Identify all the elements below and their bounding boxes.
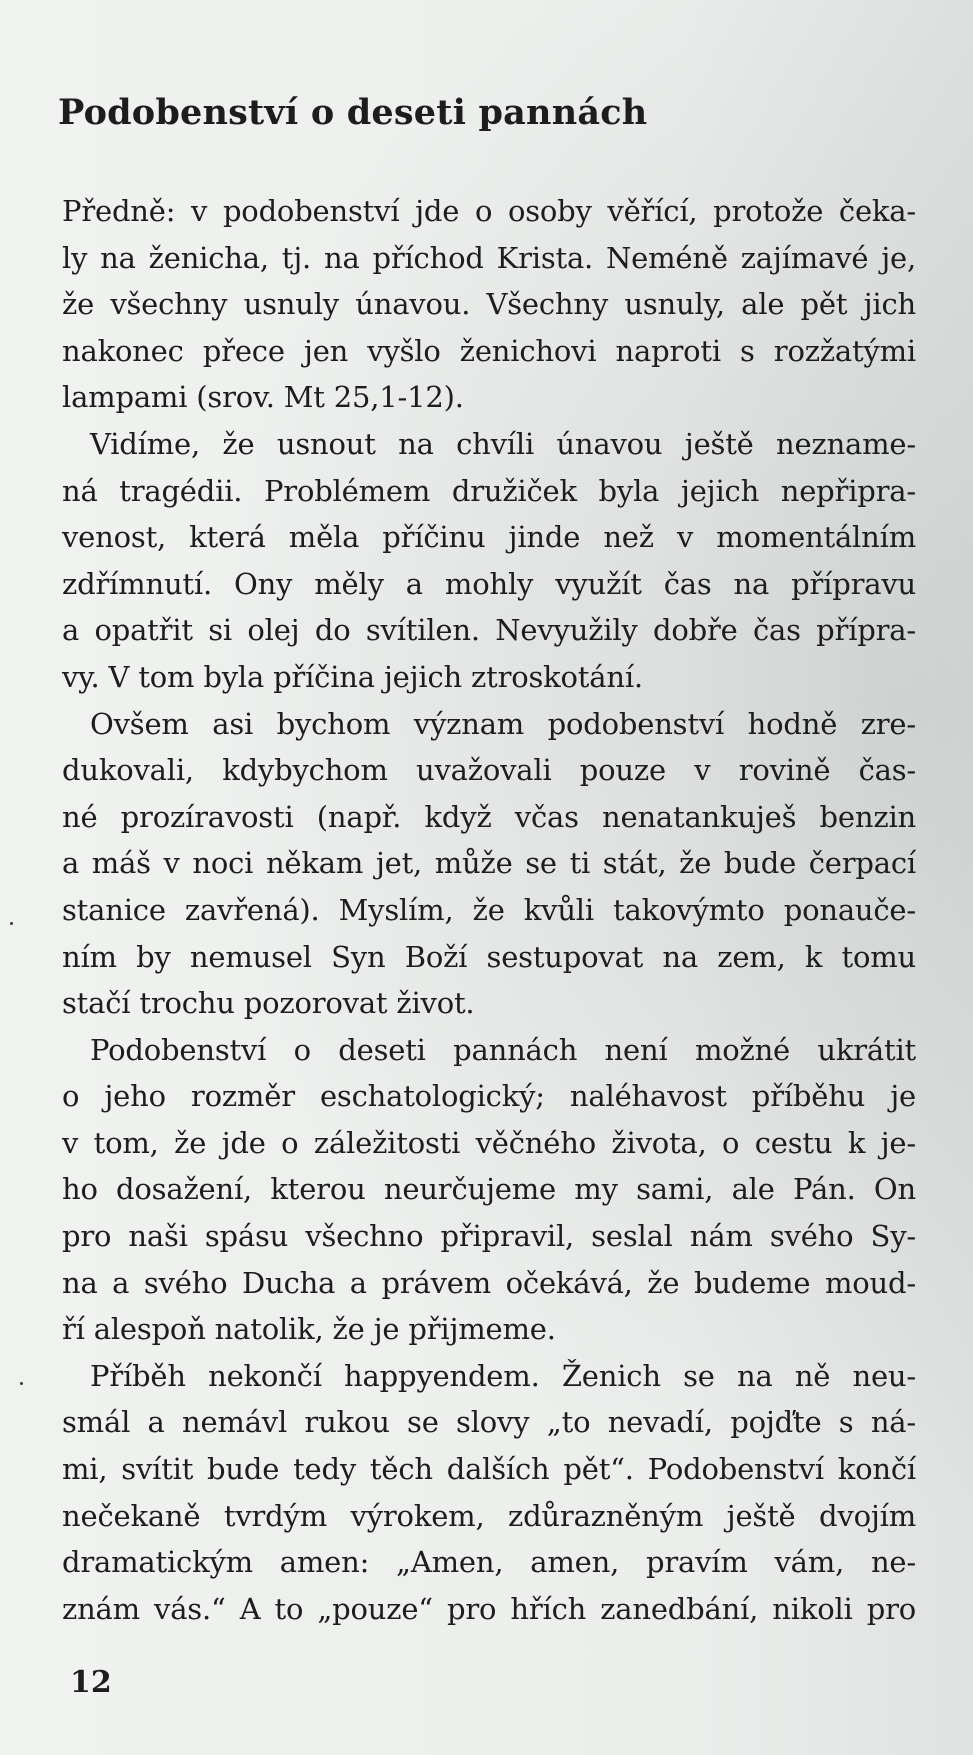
- text-line: vy. V tom byla příčina jejich ztroskotání.: [62, 659, 643, 694]
- text-line: a máš v noci někam jet, může se ti stát, že bude čerpací: [62, 846, 916, 881]
- text-line: nakonec přece jen vyšlo ženichovi naproti s rozžatými: [62, 333, 916, 368]
- text-line: o jeho rozměr eschatologický; naléhavost příběhu je: [62, 1079, 916, 1114]
- text-line: ná tragédii. Problémem družiček byla jejich nepřipra-: [62, 473, 916, 508]
- text-line: né prozíravosti (např. když včas nenatankuješ benzin: [62, 799, 916, 834]
- text-line: mi, svítit bude tedy těch dalších pět“. Podobenství končí: [62, 1452, 916, 1487]
- text-line: smál a nemávl rukou se slovy „to nevadí, pojďte s ná-: [62, 1405, 916, 1440]
- text-line: stačí trochu pozorovat život.: [62, 986, 475, 1021]
- paragraph-first-line: Vidíme, že usnout na chvíli únavou ještě neznamе-: [90, 426, 916, 461]
- text-line: na a svého Ducha a právem očekává, že budeme moud-: [62, 1265, 916, 1300]
- margin-dot: [20, 1382, 23, 1385]
- text-line: nečekaně tvrdým výrokem, zdůrazněným ještě dvojím: [62, 1498, 916, 1533]
- text-line: dukovali, kdybychom uvažovali pouze v rovině čas-: [62, 753, 916, 788]
- chapter-title: Podobenství o deseti pannách: [58, 92, 648, 133]
- paragraph-first-line: Příběh nekončí happyendem. Ženich se na ně neu-: [90, 1358, 916, 1393]
- text-line: stanice zavřená). Myslím, že kvůli takovýmto ponauče-: [62, 892, 916, 927]
- text-line: a opatřit si olej do svítilen. Nevyužily dobře čas přípra-: [62, 613, 916, 648]
- text-line: Předně: v podobenství jde o osoby věřící, protože čeka-: [62, 194, 916, 228]
- body-text: [62, 188, 916, 1632]
- text-line: v tom, že jde o záležitosti věčného života, o cestu k je-: [62, 1125, 916, 1160]
- text-line: pro naši spásu všechno připravil, seslal nám svého Sy-: [62, 1219, 916, 1254]
- margin-dot: [10, 922, 13, 925]
- text-line: lampami (srov. Mt 25,1-12).: [62, 380, 464, 415]
- text-line: že všechny usnuly únavou. Všechny usnuly, ale pět jich: [62, 287, 916, 322]
- text-line: ří alespoň natolik, že je přijmeme.: [62, 1312, 556, 1347]
- text-line: zdřímnutí. Ony měly a mohly využít čas na přípravu: [62, 566, 916, 601]
- page-number: 12: [70, 1665, 112, 1700]
- text-line: venost, která měla příčinu jinde než v momentálním: [62, 520, 916, 555]
- paragraph-first-line: Ovšem asi bychom význam podobenství hodně zre-: [90, 706, 916, 741]
- text-line: dramatickým amen: „Amen, amen, pravím vám, ne-: [62, 1545, 916, 1580]
- text-line: ly na ženicha, tj. na příchod Krista. Neméně zajímavé je,: [62, 240, 916, 275]
- paragraph-first-line: Podobenství o deseti pannách není možné ukrátit: [90, 1032, 916, 1067]
- text-line: ho dosažení, kterou neurčujeme my sami, ale Pán. On: [62, 1172, 916, 1207]
- text-line: ním by nemusel Syn Boží sestupovat na zem, k tomu: [62, 939, 916, 974]
- text-line: znám vás.“ A to „pouze“ pro hřích zanedbání, nikoli pro: [62, 1591, 916, 1626]
